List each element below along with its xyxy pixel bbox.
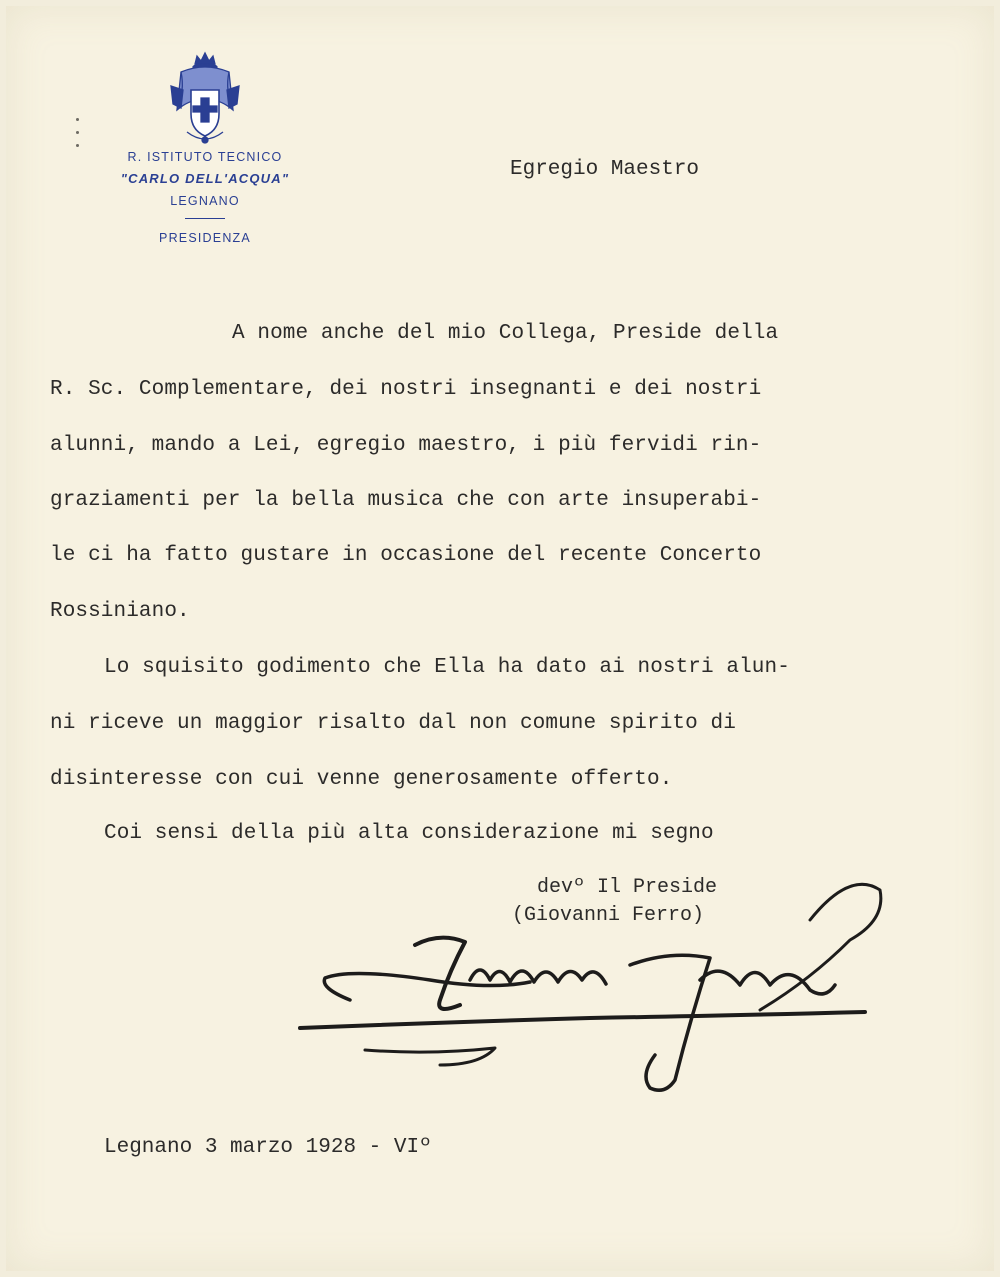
- closing-role: devº Il Preside: [537, 876, 718, 899]
- letterhead: [100, 50, 310, 249]
- body-line: graziamenti per la bella musica che con arte insuperabi-: [50, 489, 762, 512]
- body-line: Lo squisito godimento che Ella ha dato ai nostri alun-: [104, 656, 790, 679]
- letterhead-institute: R. ISTITUTO TECNICO: [127, 150, 283, 164]
- body-line: A nome anche del mio Collega, Preside della: [232, 322, 779, 345]
- letterhead-office: PRESIDENZA: [159, 231, 251, 245]
- body-line: ni riceve un maggior risalto dal non comune spirito di: [50, 712, 736, 735]
- date-line: Legnano 3 marzo 1928 - VIº: [104, 1136, 432, 1159]
- handwritten-signature: [290, 850, 890, 1100]
- body-line: alunni, mando a Lei, egregio maestro, i più fervidi rin-: [50, 434, 762, 457]
- body-line: Rossiniano.: [50, 600, 190, 623]
- royal-coat-of-arms-icon: [167, 50, 243, 146]
- salutation: Egregio Maestro: [510, 158, 700, 181]
- body-line: disinteresse con cui venne generosamente offerto.: [50, 768, 673, 791]
- closing-name: (Giovanni Ferro): [512, 904, 705, 927]
- punch-mark: [76, 118, 79, 121]
- letterhead-city: LEGNANO: [170, 194, 240, 208]
- punch-mark: [76, 131, 79, 134]
- body-line: Coi sensi della più alta considerazione mi segno: [104, 822, 714, 845]
- punch-mark: [76, 144, 79, 147]
- body-line: R. Sc. Complementare, dei nostri insegnanti e dei nostri: [50, 378, 762, 401]
- body-line: le ci ha fatto gustare in occasione del recente Concerto: [50, 544, 762, 567]
- letterhead-divider: [185, 218, 225, 219]
- letterhead-school-name: "CARLO DELL'ACQUA": [120, 171, 290, 186]
